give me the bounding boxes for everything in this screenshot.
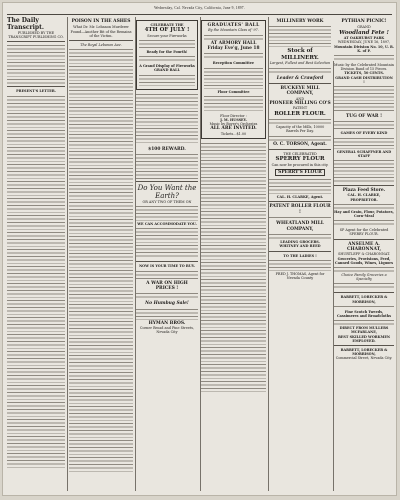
accommodate-line: WE CAN ACCOMMODATE YOU.	[137, 222, 197, 227]
ad-subline: Secure your Fireworks	[147, 33, 187, 38]
invited-line: ALL ARE INVITED.	[210, 126, 257, 132]
woodland-fete: Woodland Fete !	[339, 29, 389, 36]
armory-line: AT ARMORY HALL	[210, 40, 257, 46]
capacity-line: Capacity of the Mills, 10000 Barrels Per Day.	[275, 125, 325, 134]
distribution-line: GRAND CASH DISTRIBUTION !	[335, 75, 393, 84]
anselme-name: ANSELME A. CHARONNAT,	[346, 241, 382, 252]
picnic-heading: PYTHIAN PICNIC!	[341, 19, 387, 24]
ad-text	[334, 159, 394, 183]
plaza-feed-store: Plaza Feed Store.	[342, 187, 386, 193]
ad-text	[136, 205, 198, 221]
stock-subline: Largest, Fullest and Best Selection	[269, 61, 331, 66]
text-block	[7, 44, 65, 84]
committee-heading: Reception Committee	[212, 61, 255, 66]
torson-agent: O. C. TORSON, Agent.	[273, 141, 327, 147]
ad-text	[334, 203, 394, 209]
barrett-footer: BARRETT, LOBECKER & MORRISON,	[340, 348, 388, 357]
groceries-line: Groceries, Provisions, Feed, Canned Goods, Wines, Liquors	[335, 256, 393, 265]
floor-director-label: Floor Director :	[220, 113, 247, 118]
grocers-line: LEADING GROCERS.	[280, 240, 320, 245]
tweeds-line: Fine Scotch Tweeds, Cassimeres and Broadcloths	[336, 309, 392, 319]
war-headline: A WAR ON HIGH PRICES !	[146, 280, 188, 291]
ad-subline: By the Mountain Class of '97.	[208, 28, 259, 33]
price-list	[136, 227, 198, 259]
hyman-bros-address: Corner Broad and Pine Streets, Nevada City	[139, 326, 195, 335]
divider	[7, 86, 65, 87]
band-line: Music by the Celebrated Mountain Division Band of 15 Pieces.	[334, 62, 394, 72]
date-line: Friday Eve'g, June 18	[207, 46, 260, 52]
divider	[269, 83, 331, 84]
ad-heading: Ready for the Fourth!	[146, 49, 188, 54]
ad-text	[334, 319, 394, 325]
patent-label: PATENT	[292, 106, 308, 111]
divider	[269, 251, 331, 252]
ad-text	[269, 67, 331, 75]
sperry-agent-line: SP Agent for the Celebrated SPERRY FLOUR.	[339, 228, 389, 237]
ad-text	[334, 266, 394, 272]
ad-text	[204, 52, 263, 60]
fred-thomas-agent: FRED J. THOMAS, Agent for Nevada County	[275, 271, 325, 280]
column-3	[136, 17, 198, 491]
ad-heading: GRAND BALL	[154, 68, 180, 73]
ad-text	[334, 54, 394, 62]
leader-crawford: Leader & Crawford	[276, 75, 324, 81]
ad-text	[334, 85, 394, 113]
header-rule	[7, 14, 392, 15]
ad-heading: A Grand Display of Fireworks	[139, 64, 195, 69]
ad-text	[136, 308, 198, 320]
tickets-line: Tickets...$1.00	[220, 131, 247, 136]
column-1	[7, 17, 65, 491]
games-line: GAMES OF EVERY KIND	[340, 131, 388, 136]
committee-heading: Floor Committee	[217, 89, 250, 94]
ladies-heading: TO THE LADIES !	[283, 253, 317, 258]
hay-grain-line: Hay and Grain, Flour, Potatoes, Corn-Meal	[334, 209, 394, 218]
ad-text	[334, 282, 394, 290]
pioneer-line: PIONEER MILLING CO'S	[269, 101, 331, 107]
divider	[334, 239, 394, 240]
direct-line: DIRECT FROM MULLERS MCFARLANE,	[339, 326, 389, 335]
clarke-agent: CAL. H. CLARKE, Agent.	[276, 195, 324, 200]
publisher-line: PUBLISHED BY THE TRANSCRIPT PUBLISHING CO.	[8, 31, 64, 40]
section-heading: PRESENT'S LETTER.	[16, 89, 56, 94]
hyman-bros-title: HYMAN BROS.	[148, 320, 186, 326]
ad-text	[269, 233, 331, 239]
floor-director-name: J. M. HUSSEY.	[220, 118, 247, 123]
sperry-title: SPERRY FLOUR	[275, 156, 325, 163]
divider	[69, 40, 133, 41]
ad-text	[139, 74, 195, 86]
article-text	[7, 95, 65, 470]
workmen-line: BEST SKILLED WORKMEN EMPLOYED.	[337, 334, 391, 343]
ad-text	[139, 55, 195, 63]
ad-text	[136, 270, 198, 280]
buckeye-line: BUCKEYE MILL COMPANY,	[280, 86, 320, 97]
family-groceries: Choice Family Groceries a Specialty	[341, 273, 387, 282]
humbug-headline: No Humbug Sale!	[145, 301, 189, 307]
ad-headline: 4TH OF JULY !	[144, 27, 190, 34]
ad-text	[269, 259, 331, 271]
millinery-heading: MILLINERY WORK	[276, 19, 324, 24]
shurtleff-line: SHURTLEFF & CHARONNAT.	[338, 252, 390, 257]
division-line: Mountain Division No. 10, U. R. K. of P.	[334, 44, 394, 53]
article-subhead: What Dr. Mr. Lebanon Murderer Found—Another Bit of the Remains of the Victim.	[70, 25, 132, 38]
article-subhead-2: The Royal Lebanon Ave.	[80, 43, 122, 48]
divider	[269, 149, 331, 150]
page-header	[3, 3, 396, 13]
patent-roller-flour: PATENT ROLLER FLOUR !	[269, 204, 331, 215]
article-text	[69, 48, 133, 473]
column-5	[269, 17, 331, 491]
grand-label: GRAND	[357, 25, 371, 30]
reward-text	[136, 153, 198, 179]
divider	[334, 345, 394, 346]
roller-flour-title: ROLLER FLOUR.	[274, 110, 326, 117]
ad-text	[204, 34, 263, 40]
plaza-proprietor: CAL. H. CLARKE, PROPRIETOR.	[347, 193, 381, 202]
procured-line: Can now be procured in this city.	[271, 162, 329, 167]
celebrated-label: THE CELEBRATED	[283, 151, 317, 156]
ad-text	[269, 216, 331, 220]
article-headline: POISON IN THE ASHES	[71, 19, 131, 24]
ad-text	[269, 118, 331, 124]
divider	[269, 201, 331, 202]
column-divider	[67, 17, 68, 491]
commercial-street: Commercial Street, Nevada City.	[335, 356, 393, 361]
graduates-ball-ad	[201, 20, 266, 139]
earth-headline: Do You Want the Earth?	[137, 183, 197, 200]
ad-text	[139, 39, 195, 49]
ad-headline: GRADUATES' BALL	[207, 23, 260, 28]
music-line: Music by Boyer's Orchestra	[209, 122, 258, 127]
ad-text	[334, 120, 394, 130]
stock-headline: Stock of MILLINERY.	[281, 48, 319, 61]
header-center: Wednesday, Cal. Nevada City, California, June 9, 1897.	[154, 6, 245, 10]
ad-text	[334, 137, 394, 149]
barrett-heading: BARRETT, LOBECKER & MORRISON,	[340, 295, 388, 304]
ad-text	[269, 25, 331, 47]
newspaper-page	[2, 2, 397, 496]
divider	[7, 41, 65, 42]
ad-text	[269, 135, 331, 141]
tug-of-war: TUG OF WAR !	[345, 113, 382, 119]
wheatland-mill: WHEATLAND MILL COMPANY,	[276, 221, 324, 232]
tickets-line: TICKETS, 50 CENTS.	[344, 71, 384, 76]
whitney-reed: WHITNEY AND REED	[279, 244, 321, 249]
ad-text	[334, 219, 394, 227]
ad-heading: CELEBRATE THE	[150, 23, 184, 27]
committee-names	[204, 67, 263, 89]
divider	[136, 261, 198, 262]
earth-subline: OR ANY TWO OF THEM ON	[142, 199, 192, 204]
article-text	[136, 93, 198, 145]
divider	[334, 292, 394, 293]
column-2	[69, 17, 133, 491]
general-staff: GENERAL SCHAFFNER AND STAFF	[336, 149, 392, 158]
fireworks-ad	[136, 20, 198, 90]
ad-text	[334, 305, 394, 309]
oakhurst-park: AT OAKHURST PARK	[343, 36, 385, 41]
buy-headline: NOW IS YOUR TIME TO BUY.	[139, 264, 195, 269]
and-line: AND	[295, 96, 305, 101]
article-text	[201, 142, 266, 392]
reward-heading: $100 REWARD.	[148, 146, 186, 152]
divider	[136, 181, 198, 182]
masthead: The Daily Transcript.	[7, 17, 44, 31]
column-4	[201, 17, 266, 491]
ad-text	[269, 178, 331, 194]
column-6	[334, 17, 394, 491]
picnic-date: WEDNESDAY, JUNE 16, 1897,	[337, 40, 391, 45]
sperrys-flour-logo: SPERRY'S FLOUR	[275, 169, 325, 176]
ad-text	[136, 292, 198, 300]
committee-names	[204, 95, 263, 113]
divider	[334, 185, 394, 186]
